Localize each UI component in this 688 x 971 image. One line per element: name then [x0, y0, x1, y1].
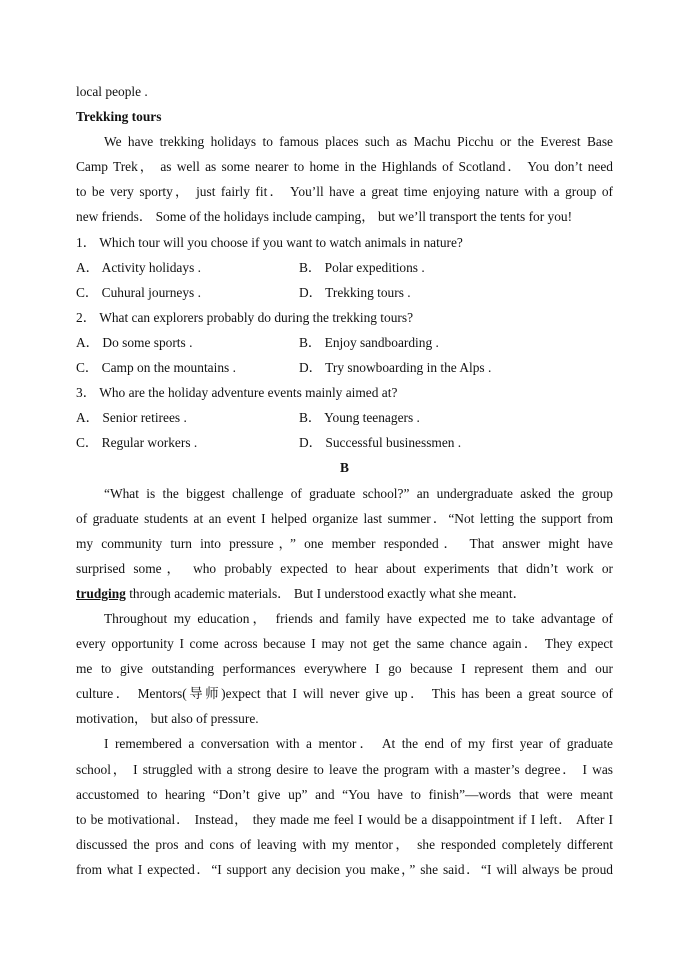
option-d: D． Successful businessmen .	[299, 435, 462, 451]
option-c: C． Regular workers .	[76, 435, 198, 451]
passage-line	[76, 581, 613, 606]
option-b: B． Young teenagers .	[299, 410, 420, 426]
question-stem: 2． What can explorers probably do during the trekking tours?	[76, 309, 414, 325]
trekking-line: new friends． Some of the holidays include camping， but we’ll transport the tents for you!	[76, 209, 573, 225]
underlined-word: trudging	[76, 585, 126, 601]
option-a: A． Activity holidays .	[76, 259, 201, 275]
passage-line: culture． Mentors(导师)expect that I will never give up． This has been a great source of	[76, 686, 613, 702]
passage-line: to be motivational． Instead， they made me feel I would be a disappointment if I left． After I	[76, 811, 613, 827]
passage-line: accustomed to hearing “Don’t give up” and “You have to finish”—words that were meant	[76, 786, 613, 802]
trekking-heading: Trekking tours	[76, 109, 162, 125]
question-stem: 1． Which tour will you choose if you want to watch animals in nature?	[76, 234, 463, 250]
option-row	[76, 355, 613, 380]
trekking-line: to be very sporty， just fairly fit． You’ll have a great time enjoying nature with a group of	[76, 184, 613, 200]
option-d: D． Try snowboarding in the Alps .	[299, 360, 492, 376]
trekking-line: Camp Trek， as well as some nearer to home in the Highlands of Scotland． You don’t need	[76, 159, 613, 175]
option-a: A． Senior retirees .	[76, 410, 187, 426]
passage-line: motivation， but also of pressure.	[76, 711, 259, 727]
trekking-line: We have trekking holidays to famous places such as Machu Picchu or the Everest Base	[104, 134, 613, 150]
passage-line: me to give outstanding performances everywhere I go because I represent them and our	[76, 661, 613, 677]
option-row	[76, 280, 613, 305]
passage-line: discussed the pros and cons of leaving with my mentor， she responded completely different	[76, 836, 613, 852]
option-row	[76, 255, 613, 280]
option-b: B． Polar expeditions .	[299, 259, 425, 275]
passage-line: from what I expected．“I support any decision you make，” she said．“I will always be proud	[76, 861, 613, 877]
passage-line: “What is the biggest challenge of graduate school?” an undergraduate asked the group	[104, 485, 613, 501]
option-c: C． Cuhural journeys .	[76, 284, 201, 300]
option-row	[76, 430, 613, 455]
passage-line: Throughout my education， friends and family have expected me to take advantage of	[104, 610, 613, 626]
option-d: D． Trekking tours .	[299, 284, 411, 300]
document-page	[76, 79, 613, 882]
option-a: A． Do some sports .	[76, 334, 193, 350]
passage-line: surprised some， who probably expected to hear about experiments that didn’t work or	[76, 560, 613, 576]
passage-line: I remembered a conversation with a mentor． At the end of my first year of graduate	[104, 736, 613, 752]
passage-text: through academic materials． But I understood exactly what she meant．	[125, 585, 526, 601]
intro-tail-line: local people .	[76, 84, 148, 99]
section-b-title: B	[340, 460, 349, 476]
option-c: C． Camp on the mountains .	[76, 360, 236, 376]
passage-line: school， I struggled with a strong desire to leave the program with a master’s degree． I was	[76, 761, 613, 777]
option-row	[76, 405, 613, 430]
option-b: B． Enjoy sandboarding .	[299, 334, 439, 350]
passage-line: my community turn into pressure，” one member responded． That answer might have	[76, 535, 613, 551]
passage-line: every opportunity I come across because I may not get the same chance again． They expect	[76, 636, 613, 652]
question-stem: 3． Who are the holiday adventure events mainly aimed at?	[76, 385, 398, 401]
passage-line: of graduate students at an event I helped organize last summer．“Not letting the support from	[76, 510, 613, 526]
option-row	[76, 330, 613, 355]
